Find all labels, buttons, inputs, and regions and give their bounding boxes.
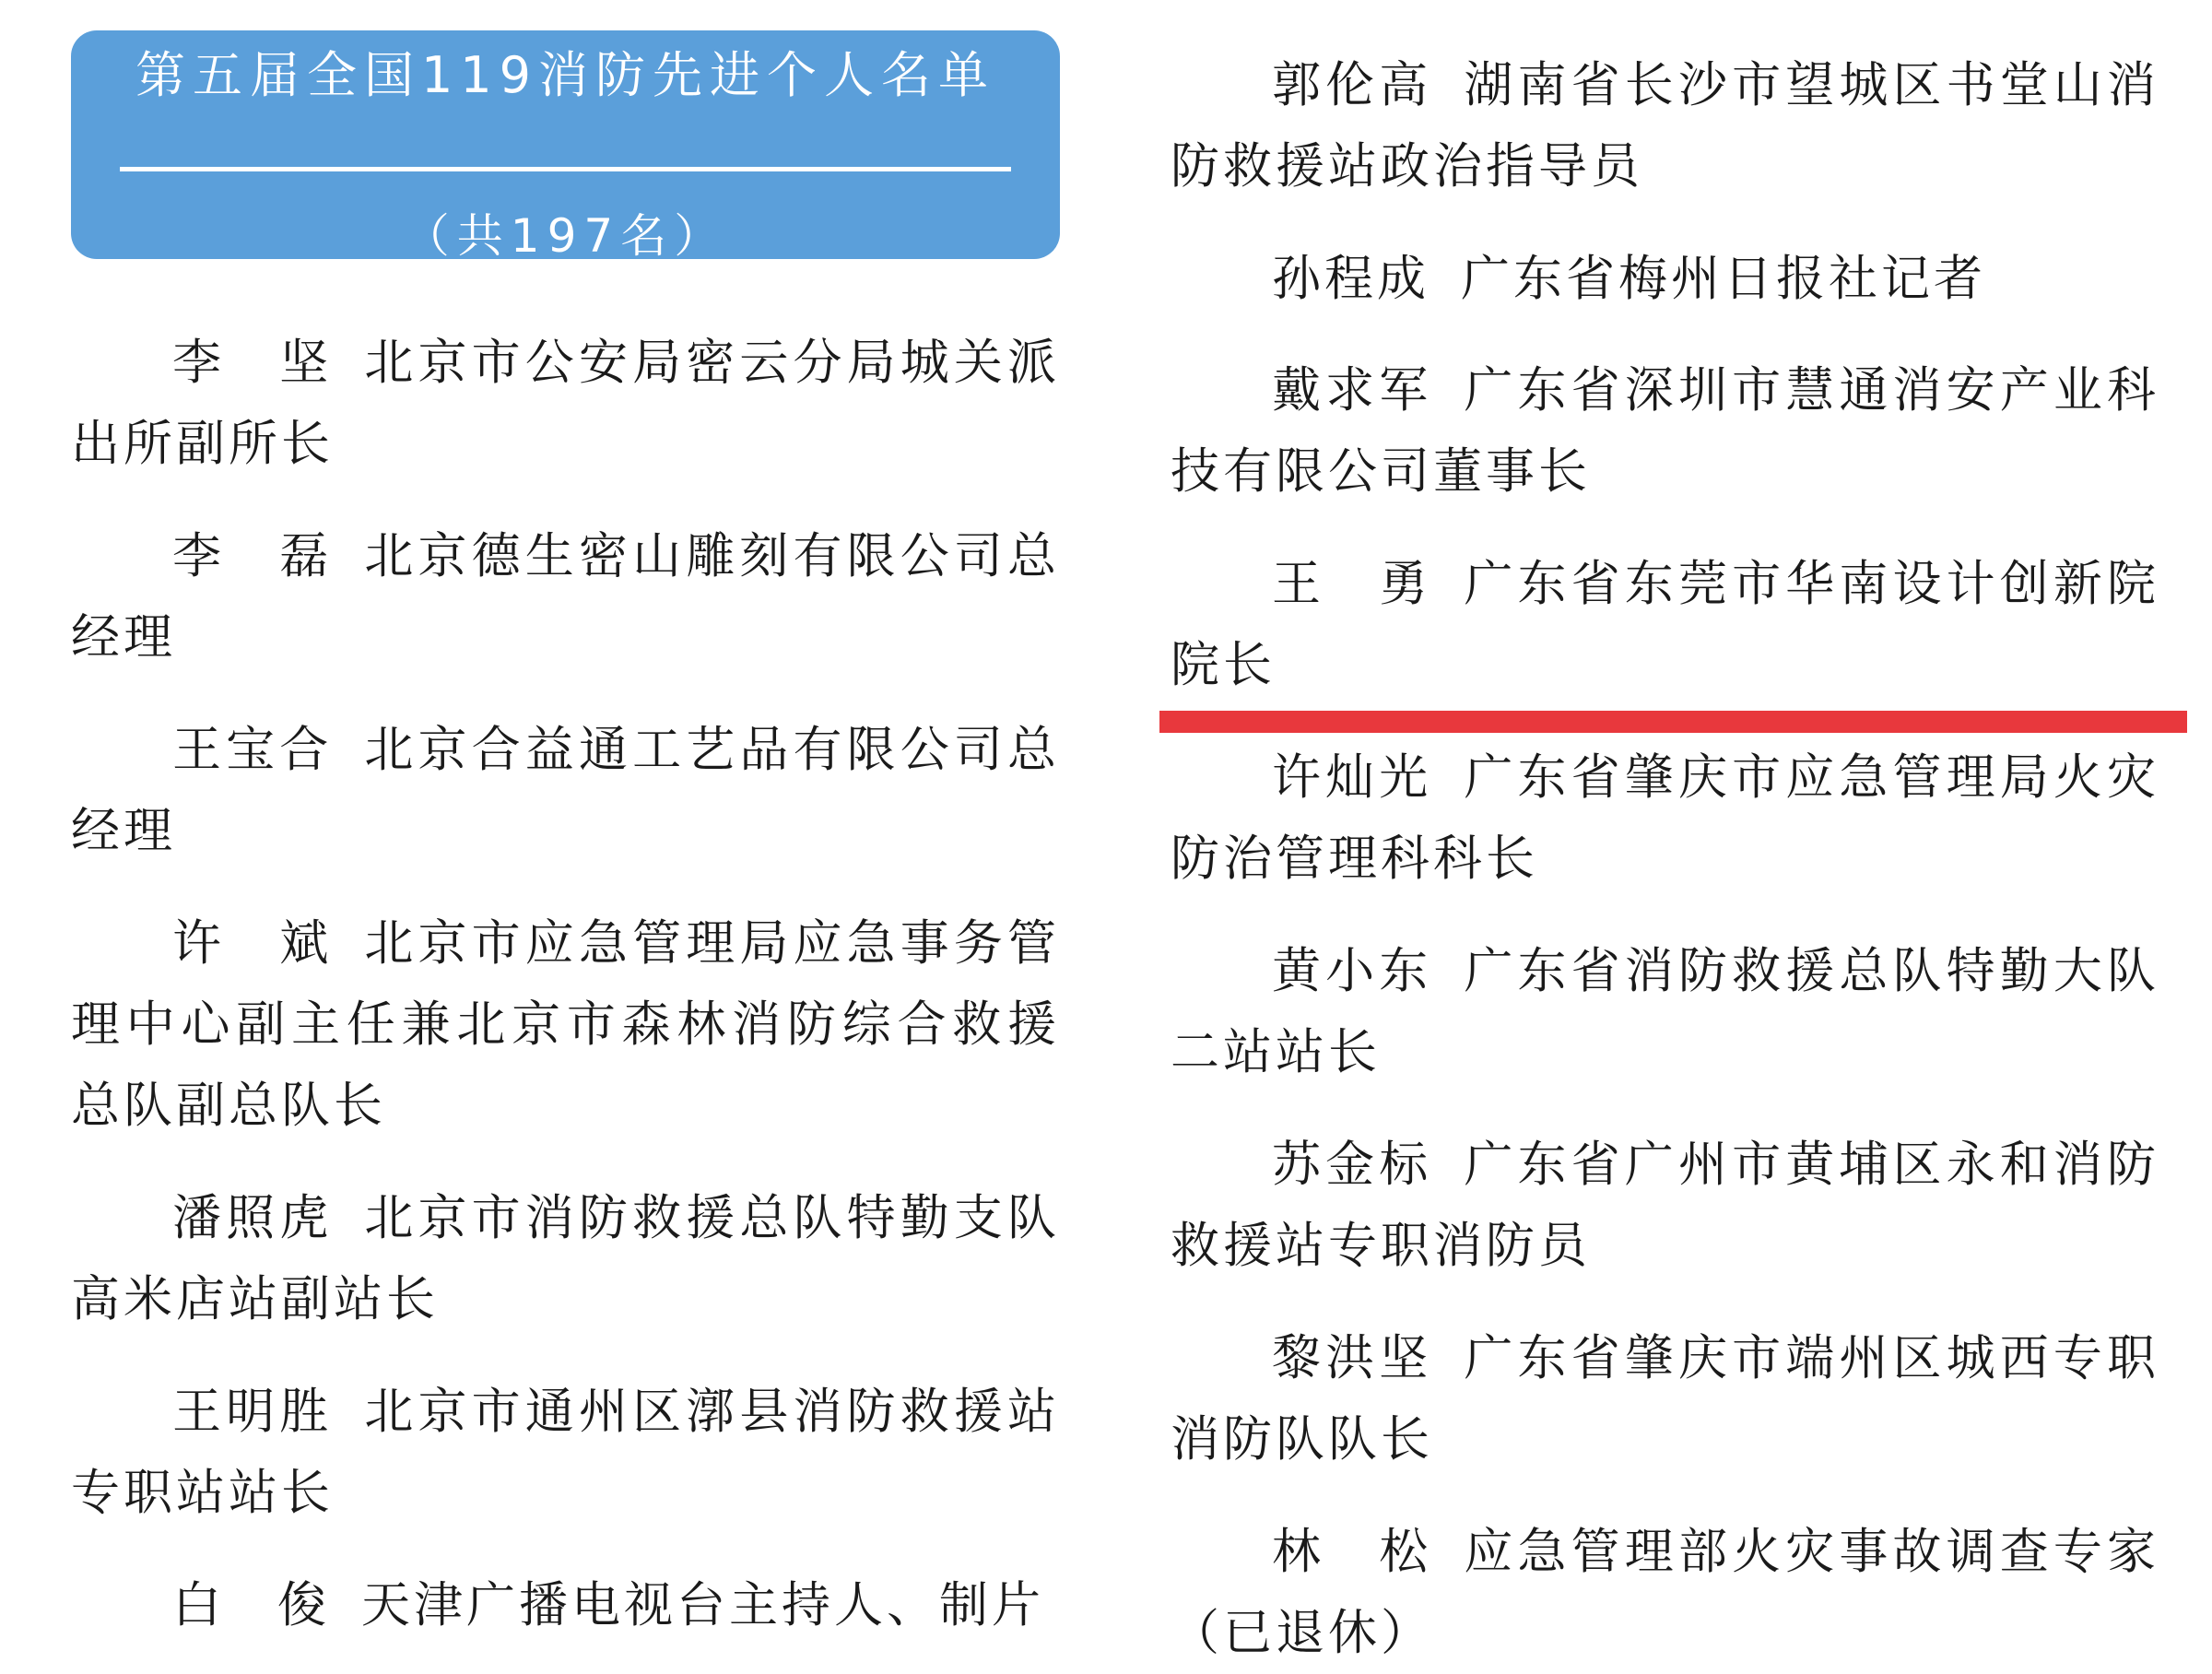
person-title: 广东省肇庆市应急管理局火灾防治管理科科长 bbox=[1171, 749, 2160, 887]
person-name: 许 斌 bbox=[172, 915, 334, 972]
person-title: 广东省深圳市慧通消安产业科技有限公司董事长 bbox=[1171, 362, 2160, 500]
person-name: 李 坚 bbox=[172, 335, 334, 391]
list-item bbox=[1171, 1125, 2159, 1287]
list-item bbox=[1171, 931, 2159, 1093]
person-name: 黎洪坚 bbox=[1272, 1330, 1433, 1386]
list-item bbox=[1171, 45, 2159, 207]
list-count: （共197名） bbox=[403, 209, 728, 263]
person-name: 王 勇 bbox=[1272, 556, 1433, 612]
list-item bbox=[71, 323, 1060, 485]
person-name: 戴求军 bbox=[1272, 362, 1433, 418]
list-title-banner bbox=[71, 30, 1060, 263]
person-title: 北京市消防救援总队特勤支队高米店站副站长 bbox=[71, 1190, 1061, 1327]
list-item bbox=[71, 516, 1060, 678]
person-name: 郭伦高 bbox=[1272, 57, 1433, 113]
person-name: 黄小东 bbox=[1272, 943, 1433, 999]
person-title: 北京市通州区漷县消防救援站专职站站长 bbox=[71, 1384, 1061, 1521]
title-divider bbox=[120, 167, 1011, 171]
person-title: 北京德生密山雕刻有限公司总经理 bbox=[71, 528, 1061, 666]
person-title: 天津广播电视台主持人、制片 bbox=[361, 1577, 1044, 1633]
list-item bbox=[71, 903, 1060, 1147]
person-name: 苏金标 bbox=[1272, 1137, 1433, 1193]
list-item bbox=[1171, 350, 2159, 513]
person-name: 白 俊 bbox=[172, 1577, 330, 1633]
list-title: 第五届全国119消防先进个人名单 bbox=[135, 46, 996, 104]
person-title: 广东省消防救援总队特勤大队二站站长 bbox=[1171, 943, 2160, 1080]
list-item bbox=[1171, 544, 2159, 706]
list-item bbox=[71, 1565, 1060, 1646]
person-title: 广东省梅州日报社记者 bbox=[1461, 251, 1986, 307]
list-item bbox=[1171, 737, 2159, 900]
person-title: 应急管理部火灾事故调查专家（已退休） bbox=[1171, 1524, 2160, 1661]
highlight-rule bbox=[1159, 711, 2187, 733]
list-item bbox=[1171, 239, 2159, 320]
person-name: 孙程成 bbox=[1272, 251, 1430, 307]
list-item bbox=[1171, 1318, 2159, 1480]
list-item bbox=[1171, 1512, 2159, 1674]
person-title: 北京市公安局密云分局城关派出所副所长 bbox=[71, 335, 1061, 472]
person-name: 潘照虎 bbox=[172, 1190, 334, 1246]
person-title: 广东省东莞市华南设计创新院院长 bbox=[1171, 556, 2160, 693]
person-name: 王宝合 bbox=[172, 722, 334, 778]
person-name: 王明胜 bbox=[172, 1384, 334, 1440]
person-title: 北京市应急管理局应急事务管理中心副主任兼北京市森林消防综合救援总队副总队长 bbox=[71, 915, 1061, 1134]
person-title: 湖南省长沙市望城区书堂山消防救援站政治指导员 bbox=[1171, 57, 2160, 195]
person-title: 北京合益通工艺品有限公司总经理 bbox=[71, 722, 1061, 859]
list-item bbox=[71, 710, 1060, 872]
person-title: 广东省肇庆市端州区城西专职消防队队长 bbox=[1171, 1330, 2160, 1468]
person-title: 广东省广州市黄埔区永和消防救援站专职消防员 bbox=[1171, 1137, 2160, 1274]
list-item bbox=[71, 1178, 1060, 1340]
person-name: 林 松 bbox=[1272, 1524, 1433, 1580]
person-name: 许灿光 bbox=[1272, 749, 1433, 806]
person-name: 李 磊 bbox=[172, 528, 334, 584]
list-item bbox=[71, 1372, 1060, 1534]
